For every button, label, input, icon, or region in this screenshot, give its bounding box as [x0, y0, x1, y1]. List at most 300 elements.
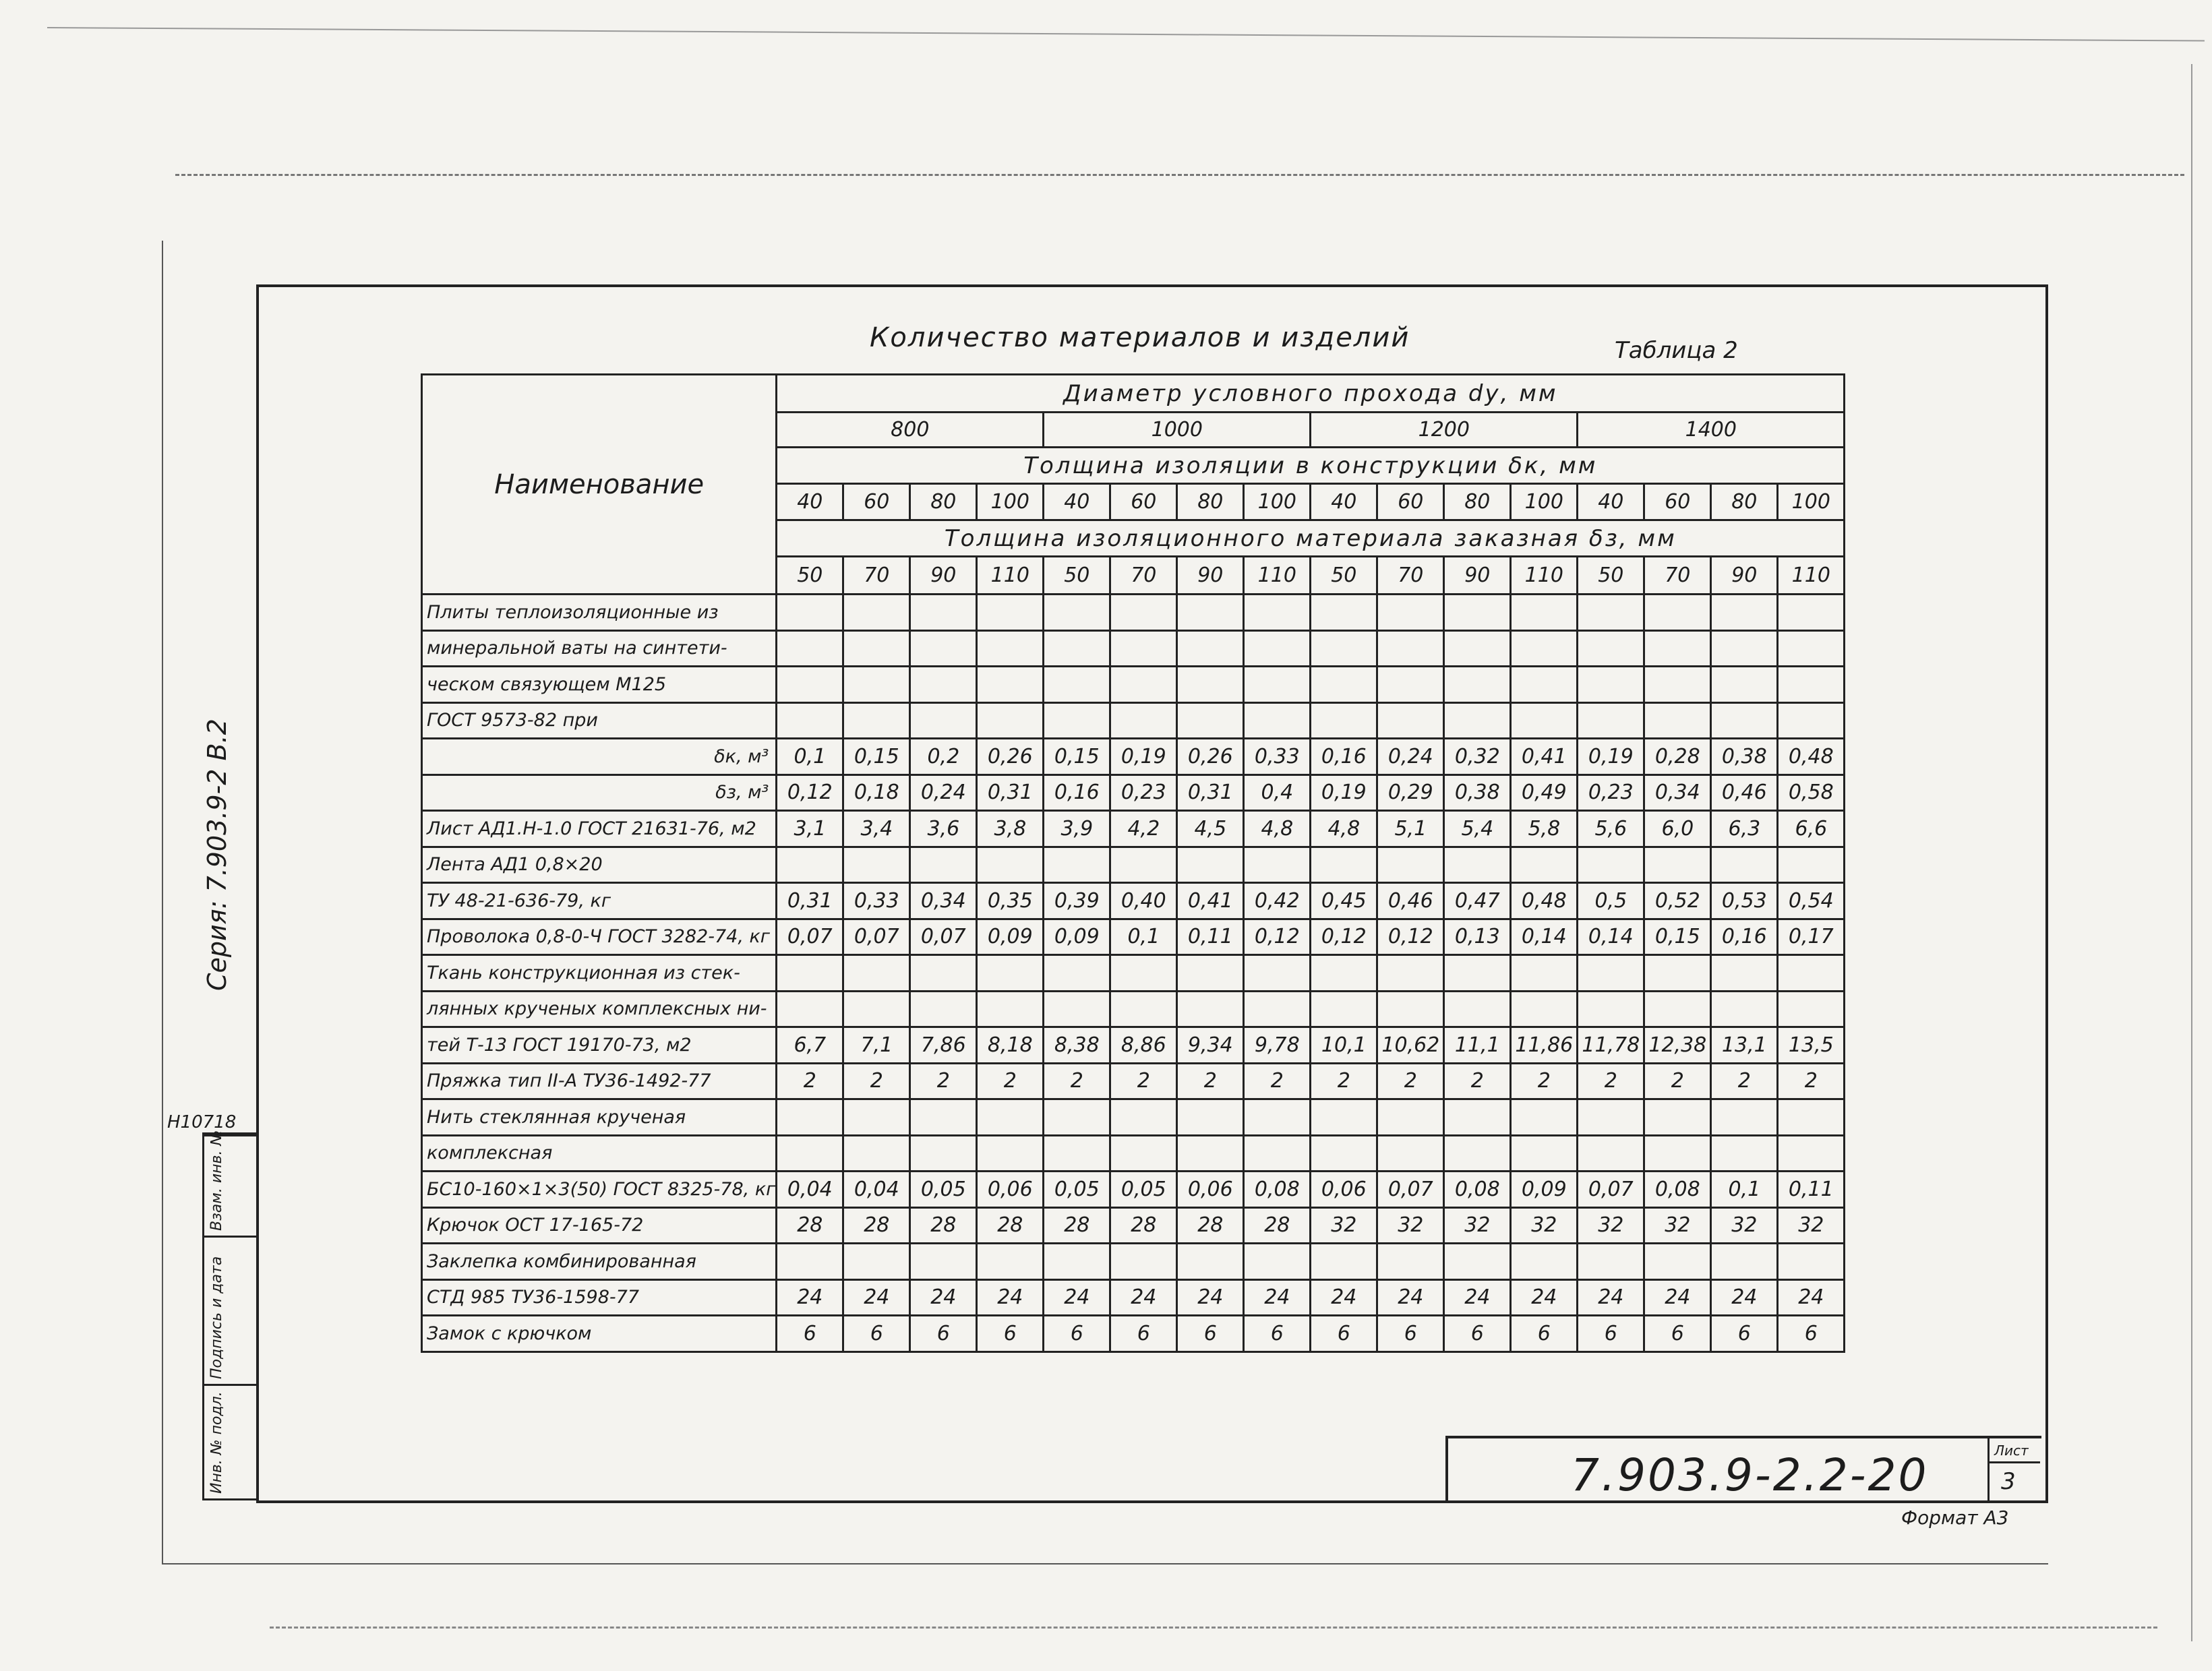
value-cell: 0,34	[910, 883, 977, 919]
value-cell: 0,07	[777, 919, 843, 955]
value-cell: 24	[1110, 1279, 1177, 1316]
value-cell: 0,53	[1711, 883, 1778, 919]
value-cell: 5,1	[1377, 811, 1444, 847]
value-cell: 6	[1578, 1316, 1644, 1352]
value-cell	[1711, 991, 1778, 1027]
value-cell	[777, 955, 843, 992]
value-cell	[910, 1099, 977, 1136]
value-cell: 24	[1311, 1279, 1377, 1316]
table-row	[422, 1279, 1845, 1316]
value-cell	[1778, 1135, 1845, 1172]
value-cell: 24	[910, 1279, 977, 1316]
cut-line-top	[175, 174, 2184, 176]
value-cell	[1578, 847, 1644, 883]
value-cell: 0,38	[1711, 739, 1778, 775]
value-cell: 11,78	[1578, 1027, 1644, 1064]
value-cell	[1644, 1135, 1711, 1172]
value-cell: 32	[1511, 1207, 1578, 1244]
value-cell	[910, 991, 977, 1027]
value-cell	[1644, 630, 1711, 667]
value-cell: 3,6	[910, 811, 977, 847]
value-cell	[777, 595, 843, 631]
value-cell	[1177, 667, 1244, 703]
table-row	[422, 702, 1845, 739]
value-cell: 2	[1644, 1063, 1711, 1099]
value-cell: 2	[1110, 1063, 1177, 1099]
value-cell	[1110, 667, 1177, 703]
value-cell: 28	[1177, 1207, 1244, 1244]
row-name: Плиты теплоизоляционные из	[422, 595, 777, 631]
value-cell: 0,19	[1110, 739, 1177, 775]
value-cell: 6	[1644, 1316, 1711, 1352]
thickness-k-cell-7: 100	[1244, 484, 1311, 520]
thickness-z-cell-9: 70	[1377, 557, 1444, 595]
value-cell	[1177, 702, 1244, 739]
value-cell	[1110, 955, 1177, 992]
value-cell: 0,04	[843, 1172, 910, 1208]
value-cell	[1711, 630, 1778, 667]
thickness-z-cell-11: 110	[1511, 557, 1578, 595]
value-cell	[977, 955, 1044, 992]
table-row	[422, 1316, 1845, 1352]
value-cell	[977, 702, 1044, 739]
thickness-k-caption: Толщина изоляции в конструкции δк, мм	[777, 448, 1845, 484]
value-cell	[1377, 702, 1444, 739]
value-cell: 24	[1444, 1279, 1511, 1316]
thickness-k-cell-6: 80	[1177, 484, 1244, 520]
value-cell: 0,12	[777, 774, 843, 811]
value-cell	[777, 1099, 843, 1136]
value-cell	[1511, 1135, 1578, 1172]
value-cell: 0,41	[1177, 883, 1244, 919]
value-cell	[977, 595, 1044, 631]
value-cell: 0,16	[1311, 739, 1377, 775]
value-cell: 0,48	[1778, 739, 1845, 775]
value-cell	[1444, 667, 1511, 703]
value-cell: 0,07	[910, 919, 977, 955]
value-cell: 0,16	[1044, 774, 1110, 811]
value-cell	[1511, 667, 1578, 703]
value-cell: 6	[1511, 1316, 1578, 1352]
value-cell: 9,34	[1177, 1027, 1244, 1064]
value-cell: 13,5	[1778, 1027, 1845, 1064]
thickness-z-cell-13: 70	[1644, 557, 1711, 595]
value-cell	[1377, 1135, 1444, 1172]
value-cell: 0,08	[1444, 1172, 1511, 1208]
value-cell: 10,62	[1377, 1027, 1444, 1064]
diameter-800: 800	[777, 413, 1044, 448]
value-cell	[1778, 955, 1845, 992]
thickness-z-cell-4: 50	[1044, 557, 1110, 595]
diameter-1400: 1400	[1578, 413, 1845, 448]
value-cell	[1644, 1099, 1711, 1136]
value-cell	[843, 1099, 910, 1136]
row-name: ТУ 48-21-636-79, кг	[422, 883, 777, 919]
table-row	[422, 1027, 1845, 1064]
value-cell	[1311, 1135, 1377, 1172]
value-cell	[1377, 1099, 1444, 1136]
value-cell: 24	[1578, 1279, 1644, 1316]
value-cell: 6	[843, 1316, 910, 1352]
value-cell: 0,23	[1578, 774, 1644, 811]
value-cell	[1644, 847, 1711, 883]
value-cell	[777, 702, 843, 739]
value-cell: 24	[777, 1279, 843, 1316]
value-cell: 2	[1311, 1063, 1377, 1099]
thickness-z-cell-6: 90	[1177, 557, 1244, 595]
value-cell	[1711, 595, 1778, 631]
value-cell: 28	[1110, 1207, 1177, 1244]
value-cell	[1644, 595, 1711, 631]
row-name: Замок с крючком	[422, 1316, 777, 1352]
diameter-caption: Диаметр условного прохода dу, мм	[777, 375, 1845, 413]
value-cell: 0,45	[1311, 883, 1377, 919]
value-cell	[1444, 847, 1511, 883]
value-cell	[1311, 595, 1377, 631]
value-cell: 24	[1711, 1279, 1778, 1316]
table-row	[422, 811, 1845, 847]
value-cell	[777, 1135, 843, 1172]
thickness-k-cell-12: 40	[1578, 484, 1644, 520]
row-name: минеральной ваты на синтети-	[422, 630, 777, 667]
thickness-k-cell-3: 100	[977, 484, 1044, 520]
value-cell	[1177, 595, 1244, 631]
value-cell: 0,39	[1044, 883, 1110, 919]
value-cell	[1044, 1099, 1110, 1136]
value-cell: 0,29	[1377, 774, 1444, 811]
value-cell	[1311, 991, 1377, 1027]
value-cell	[1177, 1099, 1244, 1136]
value-cell: 24	[843, 1279, 910, 1316]
value-cell	[977, 630, 1044, 667]
value-cell: 6	[910, 1316, 977, 1352]
value-cell: 0,24	[1377, 739, 1444, 775]
value-cell: 2	[1444, 1063, 1511, 1099]
value-cell: 24	[1244, 1279, 1311, 1316]
value-cell: 24	[977, 1279, 1044, 1316]
value-cell: 0,41	[1511, 739, 1578, 775]
value-cell: 0,46	[1711, 774, 1778, 811]
value-cell: 7,86	[910, 1027, 977, 1064]
value-cell	[1644, 1244, 1711, 1280]
value-cell	[843, 955, 910, 992]
value-cell: 0,17	[1778, 919, 1845, 955]
value-cell	[1044, 702, 1110, 739]
value-cell: 0,09	[1044, 919, 1110, 955]
value-cell: 6	[1778, 1316, 1845, 1352]
thickness-k-cell-15: 100	[1778, 484, 1845, 520]
thickness-k-cell-1: 60	[843, 484, 910, 520]
value-cell: 6,0	[1644, 811, 1711, 847]
value-cell	[1578, 1135, 1644, 1172]
value-cell: 5,6	[1578, 811, 1644, 847]
value-cell: 0,12	[1377, 919, 1444, 955]
thickness-k-cell-10: 80	[1444, 484, 1511, 520]
table-row	[422, 1244, 1845, 1280]
table-row	[422, 919, 1845, 955]
value-cell	[1377, 595, 1444, 631]
value-cell	[843, 630, 910, 667]
value-cell: 2	[1778, 1063, 1845, 1099]
value-cell	[1110, 1135, 1177, 1172]
value-cell: 6	[777, 1316, 843, 1352]
value-cell	[1778, 847, 1845, 883]
value-cell: 11,86	[1511, 1027, 1578, 1064]
value-cell	[1311, 667, 1377, 703]
value-cell: 0,08	[1644, 1172, 1711, 1208]
inventory-number: Н10718	[167, 1112, 237, 1132]
table-row	[422, 774, 1845, 811]
value-cell	[1110, 1244, 1177, 1280]
value-cell: 2	[843, 1063, 910, 1099]
value-cell: 0,26	[1177, 739, 1244, 775]
value-cell	[1444, 1099, 1511, 1136]
value-cell: 6,6	[1778, 811, 1845, 847]
value-cell	[1377, 847, 1444, 883]
value-cell	[1110, 1099, 1177, 1136]
value-cell: 0,33	[843, 883, 910, 919]
value-cell	[843, 667, 910, 703]
value-cell	[1311, 630, 1377, 667]
value-cell: 7,1	[843, 1027, 910, 1064]
table-title: Количество материалов и изделий	[870, 322, 1410, 353]
value-cell	[1511, 991, 1578, 1027]
row-name: лянных крученых комплексных ни-	[422, 991, 777, 1027]
value-cell	[1578, 630, 1644, 667]
value-cell: 2	[1244, 1063, 1311, 1099]
thickness-z-cell-3: 110	[977, 557, 1044, 595]
table-row	[422, 1063, 1845, 1099]
row-name: Лист АД1.Н-1.0 ГОСТ 21631-76, м2	[422, 811, 777, 847]
row-name: СТД 985 ТУ36-1598-77	[422, 1279, 777, 1316]
row-name: тей Т-13 ГОСТ 19170-73, м2	[422, 1027, 777, 1064]
value-cell	[1578, 595, 1644, 631]
value-cell: 0,28	[1644, 739, 1711, 775]
value-cell: 12,38	[1644, 1027, 1711, 1064]
row-name: Проволока 0,8-0-Ч ГОСТ 3282-74, кг	[422, 919, 777, 955]
value-cell: 0,31	[777, 883, 843, 919]
value-cell: 24	[1644, 1279, 1711, 1316]
value-cell	[1311, 702, 1377, 739]
thickness-k-cell-9: 60	[1377, 484, 1444, 520]
table-row	[422, 955, 1845, 992]
table-number: Таблица 2	[1615, 337, 1738, 364]
value-cell	[1711, 955, 1778, 992]
value-cell	[1044, 847, 1110, 883]
value-cell	[1244, 1099, 1311, 1136]
value-cell	[977, 1099, 1044, 1136]
thickness-k-cell-2: 80	[910, 484, 977, 520]
format-label: Формат А3	[1901, 1507, 2009, 1529]
value-cell: 24	[1044, 1279, 1110, 1316]
value-cell: 0,47	[1444, 883, 1511, 919]
value-cell: 24	[1377, 1279, 1444, 1316]
value-cell	[1311, 1099, 1377, 1136]
value-cell: 0,31	[1177, 774, 1244, 811]
value-cell	[1244, 1244, 1311, 1280]
thickness-k-cell-11: 100	[1511, 484, 1578, 520]
thickness-z-cell-15: 110	[1778, 557, 1845, 595]
value-cell: 9,78	[1244, 1027, 1311, 1064]
value-cell: 0,09	[1511, 1172, 1578, 1208]
value-cell	[1511, 595, 1578, 631]
value-cell	[1778, 667, 1845, 703]
value-cell: 0,1	[1711, 1172, 1778, 1208]
value-cell: 0,11	[1778, 1172, 1845, 1208]
value-cell: 0,49	[1511, 774, 1578, 811]
value-cell	[843, 847, 910, 883]
value-cell: 5,8	[1511, 811, 1578, 847]
value-cell	[1711, 1099, 1778, 1136]
value-cell: 0,15	[1044, 739, 1110, 775]
table-row	[422, 991, 1845, 1027]
value-cell	[1044, 1135, 1110, 1172]
value-cell: 6	[1110, 1316, 1177, 1352]
value-cell	[910, 955, 977, 992]
value-cell: 0,07	[843, 919, 910, 955]
value-cell: 0,32	[1444, 739, 1511, 775]
thickness-z-cell-0: 50	[777, 557, 843, 595]
value-cell: 0,1	[1110, 919, 1177, 955]
value-cell: 3,8	[977, 811, 1044, 847]
row-name: Ткань конструкционная из стек-	[422, 955, 777, 992]
value-cell	[1711, 1244, 1778, 1280]
value-cell	[1778, 595, 1845, 631]
value-cell	[777, 630, 843, 667]
value-cell	[1377, 667, 1444, 703]
value-cell: 0,08	[1244, 1172, 1311, 1208]
value-cell	[1244, 955, 1311, 992]
value-cell: 6	[1044, 1316, 1110, 1352]
value-cell	[1177, 630, 1244, 667]
row-name: БС10-160×1×3(50) ГОСТ 8325-78, кг	[422, 1172, 777, 1208]
row-name: комплексная	[422, 1135, 777, 1172]
value-cell	[1177, 991, 1244, 1027]
sheet-label: Лист	[1994, 1442, 2029, 1459]
thickness-k-cell-8: 40	[1311, 484, 1377, 520]
value-cell: 0,33	[1244, 739, 1311, 775]
value-cell: 10,1	[1311, 1027, 1377, 1064]
value-cell	[843, 991, 910, 1027]
value-cell: 0,07	[1377, 1172, 1444, 1208]
value-cell: 0,24	[910, 774, 977, 811]
value-cell	[910, 702, 977, 739]
thickness-k-cell-0: 40	[777, 484, 843, 520]
value-cell: 2	[1511, 1063, 1578, 1099]
value-cell	[1377, 955, 1444, 992]
value-cell: 0,4	[1244, 774, 1311, 811]
value-cell: 6	[977, 1316, 1044, 1352]
value-cell	[1711, 1135, 1778, 1172]
value-cell: 2	[777, 1063, 843, 1099]
value-cell: 6	[1377, 1316, 1444, 1352]
value-cell	[1311, 847, 1377, 883]
value-cell: 6	[1244, 1316, 1311, 1352]
value-cell	[777, 667, 843, 703]
thickness-z-cell-7: 110	[1244, 557, 1311, 595]
value-cell	[1711, 667, 1778, 703]
value-cell	[1244, 1135, 1311, 1172]
value-cell: 24	[1778, 1279, 1845, 1316]
thickness-z-cell-8: 50	[1311, 557, 1377, 595]
value-cell	[1511, 630, 1578, 667]
value-cell	[1644, 955, 1711, 992]
value-cell	[1044, 630, 1110, 667]
value-cell: 0,54	[1778, 883, 1845, 919]
value-cell: 0,16	[1711, 919, 1778, 955]
cut-line-bottom	[270, 1627, 2157, 1629]
value-cell	[977, 1135, 1044, 1172]
value-cell	[910, 630, 977, 667]
value-cell: 28	[843, 1207, 910, 1244]
value-cell: 4,2	[1110, 811, 1177, 847]
thickness-k-cell-5: 60	[1110, 484, 1177, 520]
value-cell: 0,04	[777, 1172, 843, 1208]
value-cell	[843, 1135, 910, 1172]
value-cell: 0,12	[1311, 919, 1377, 955]
value-cell	[1644, 991, 1711, 1027]
value-cell	[1044, 1244, 1110, 1280]
value-cell	[1578, 667, 1644, 703]
value-cell: 2	[910, 1063, 977, 1099]
row-name: Нить стеклянная крученая	[422, 1099, 777, 1136]
value-cell: 3,1	[777, 811, 843, 847]
value-cell	[1044, 955, 1110, 992]
value-cell	[1244, 847, 1311, 883]
value-cell	[910, 667, 977, 703]
value-cell: 28	[910, 1207, 977, 1244]
value-cell: 0,05	[1110, 1172, 1177, 1208]
value-cell	[1110, 595, 1177, 631]
value-cell: 28	[977, 1207, 1044, 1244]
page-edge-line	[47, 27, 2205, 42]
value-cell	[910, 1135, 977, 1172]
value-cell: 0,06	[1177, 1172, 1244, 1208]
thickness-z-cell-5: 70	[1110, 557, 1177, 595]
value-cell	[1511, 1244, 1578, 1280]
value-cell	[1177, 847, 1244, 883]
value-cell: 2	[977, 1063, 1044, 1099]
table-row	[422, 1207, 1845, 1244]
value-cell	[1511, 702, 1578, 739]
value-cell	[1110, 702, 1177, 739]
value-cell	[1444, 630, 1511, 667]
value-cell: 24	[1177, 1279, 1244, 1316]
value-cell	[1110, 847, 1177, 883]
value-cell: 32	[1311, 1207, 1377, 1244]
value-cell: 4,8	[1244, 811, 1311, 847]
stamp-replace-inv: Взам. инв. №	[208, 1130, 225, 1231]
value-cell	[1778, 630, 1845, 667]
thickness-k-cell-4: 40	[1044, 484, 1110, 520]
value-cell: 0,48	[1511, 883, 1578, 919]
value-cell: 13,1	[1711, 1027, 1778, 1064]
thickness-z-cell-12: 50	[1578, 557, 1644, 595]
value-cell	[1444, 1244, 1511, 1280]
value-cell	[1177, 1135, 1244, 1172]
value-cell	[1377, 991, 1444, 1027]
row-name: ческом связующем М125	[422, 667, 777, 703]
value-cell	[1578, 702, 1644, 739]
value-cell: 3,9	[1044, 811, 1110, 847]
table-row	[422, 739, 1845, 775]
value-cell: 28	[1044, 1207, 1110, 1244]
row-name: Заклепка комбинированная	[422, 1244, 777, 1280]
value-cell: 0,40	[1110, 883, 1177, 919]
table-row	[422, 630, 1845, 667]
value-cell: 5,4	[1444, 811, 1511, 847]
value-cell	[1578, 1244, 1644, 1280]
